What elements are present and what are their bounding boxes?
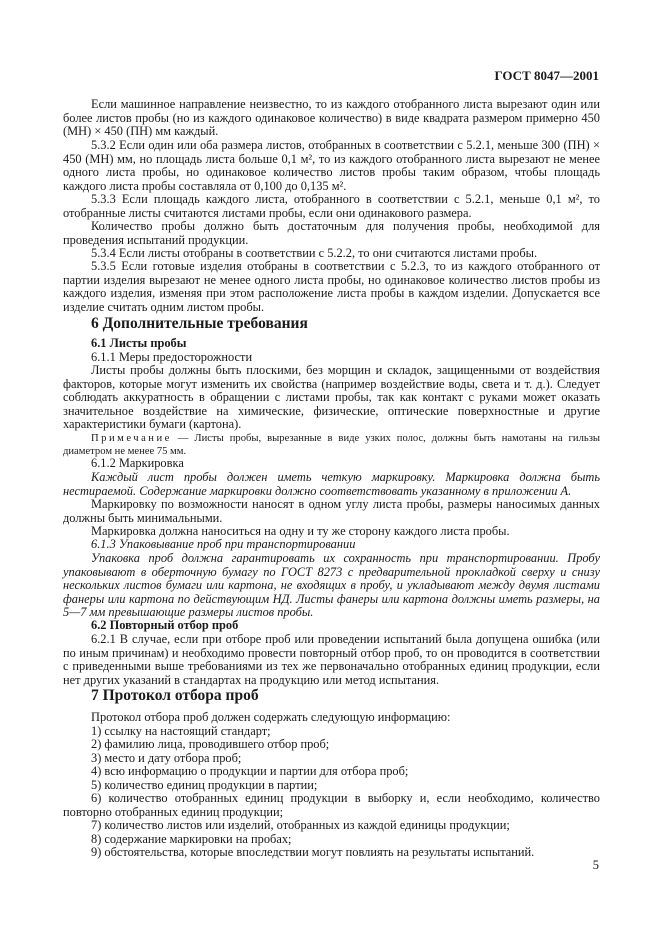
paragraph-5-3-4: 5.3.4 Если листы отобраны в соответствии с 5.2.2, то они считаются листами пробы.: [91, 246, 538, 260]
list-item: 4) всю информацию о продукции и партии для отбора проб;: [91, 764, 409, 778]
paragraph: Протокол отбора проб должен содержать следующую информацию:: [91, 710, 451, 724]
subsection-heading-6-1-2: 6.1.2 Маркировка: [91, 456, 184, 470]
list-item: 1) ссылку на настоящий стандарт;: [91, 724, 271, 738]
list-item: 7) количество листов или изделий, отобранных из каждой единицы продукции;: [91, 818, 510, 832]
paragraph: Каждый лист пробы должен иметь четкую маркировку. Маркировка должна быть нестираемой. Содержание маркировки должно соответствовать указанному в приложении А.: [63, 470, 600, 498]
list-item: 6) количество отобранных единиц продукции в выборку и, если необходимо, количество повторно отобранных единиц продукции;: [63, 791, 600, 819]
subsection-heading-6-1-1: 6.1.1 Меры предосторожности: [91, 350, 253, 364]
list-item: 3) место и дату отбора проб;: [91, 751, 242, 765]
paragraph: Листы пробы должны быть плоскими, без морщин и складок, защищенными от воздействия факторов, которые могут изменить их свойства (например воздействие воды, света и т. д.). Следует соблюдать аккуратность в обращении с листами пробы, так как контакт с руками может оказать значительное воздействие на химические, физические, оптические поверхностные и другие характеристики бумаги (картона).: [63, 363, 600, 432]
subsection-heading-6-1: 6.1 Листы пробы: [91, 336, 187, 350]
section-heading-7: 7 Протокол отбора проб: [91, 687, 259, 704]
list-item: 9) обстоятельства, которые впоследствии могут повлиять на результаты испытаний.: [91, 845, 535, 859]
note-text: — Листы пробы, вырезанные в виде узких полос, должны быть намотаны на гильзы диаметром не менее 75 мм.: [63, 433, 600, 457]
paragraph: Если машинное направление неизвестно, то из каждого отобранного листа вырезают один или более листов пробы (но из каждого одинаковое количество) в виде квадрата размером примерно 450 (МН) × 450 (ПН) мм каждый.: [63, 97, 600, 139]
paragraph: Маркировка должна наноситься на одну и ту же сторону каждого листа пробы.: [91, 524, 510, 538]
section-heading-6: 6 Дополнительные требования: [91, 315, 308, 332]
paragraph: Упаковка проб должна гарантировать их сохранность при транспортировании. Пробу упаковывают в оберточную бумагу по ГОСТ 8273 с предварительной прокладкой сверху и снизу нескольких листов бумаги или картона, не входящих в пробу, и укладывают между двумя листами фанеры или картона по действующим НД. Листы фанеры или картона должны иметь размеры, на 5—7 мм превышающие размеры листов пробы.: [63, 551, 600, 620]
note-label: Примечание: [91, 433, 172, 444]
list-item: 8) содержание маркировки на пробах;: [91, 832, 292, 846]
paragraph-5-3-3: 5.3.3 Если площадь каждого листа, отобранного в соответствии с 5.2.1, меньше 0,1 м², то отобранные листы считаются листами пробы, если они одинакового размера.: [63, 192, 600, 220]
subsection-heading-6-2: 6.2 Повторный отбор проб: [91, 618, 239, 632]
note: [63, 432, 600, 458]
list-item: 5) количество единиц продукции в партии;: [91, 778, 318, 792]
paragraph: Количество пробы должно быть достаточным для получения пробы, необходимой для проведения испытаний продукции.: [63, 219, 600, 247]
paragraph-5-3-2: 5.3.2 Если один или оба размера листов, отобранных в соответствии с 5.2.1, меньше 300 (ПН) × 450 (МН) мм, но площадь листа больше 0,1 м², то из каждого отобранного листа вырезают не менее одного листа пробы, но одинаковое количество листов пробы таким образом, чтобы площадь каждого листа пробы составляла от 0,100 до 0,135 м².: [63, 138, 600, 193]
page-number: 5: [592, 858, 599, 872]
paragraph-5-3-5: 5.3.5 Если готовые изделия отобраны в соответствии с 5.2.3, то из каждого отобранного от партии изделия вырезают не менее одного листа пробы, но одинаковое количество листов пробы из каждого изделия, изменяя при этом расположение листа пробы в каждом изделии. Допускается все изделие считать одним листом пробы.: [63, 259, 600, 314]
paragraph: Маркировку по возможности наносят в одном углу листа пробы, размеры наносимых данных должны быть минимальными.: [63, 497, 600, 525]
paragraph-6-2-1: 6.2.1 В случае, если при отборе проб или проведении испытаний была допущена ошибка (или по иным причинам) и необходимо провести повторный отбор проб, то он проводится в соответствии с приведенными выше требованиями из тех же первоначально отобранных единиц продукции, если нет других указаний в стандартах на продукцию или метод испытания.: [63, 632, 600, 687]
list-item: 2) фамилию лица, проводившего отбор проб;: [91, 737, 330, 751]
subsection-heading-6-1-3: 6.1.3 Упаковывание проб при транспортировании: [91, 537, 356, 551]
document-header: ГОСТ 8047—2001: [494, 68, 599, 83]
